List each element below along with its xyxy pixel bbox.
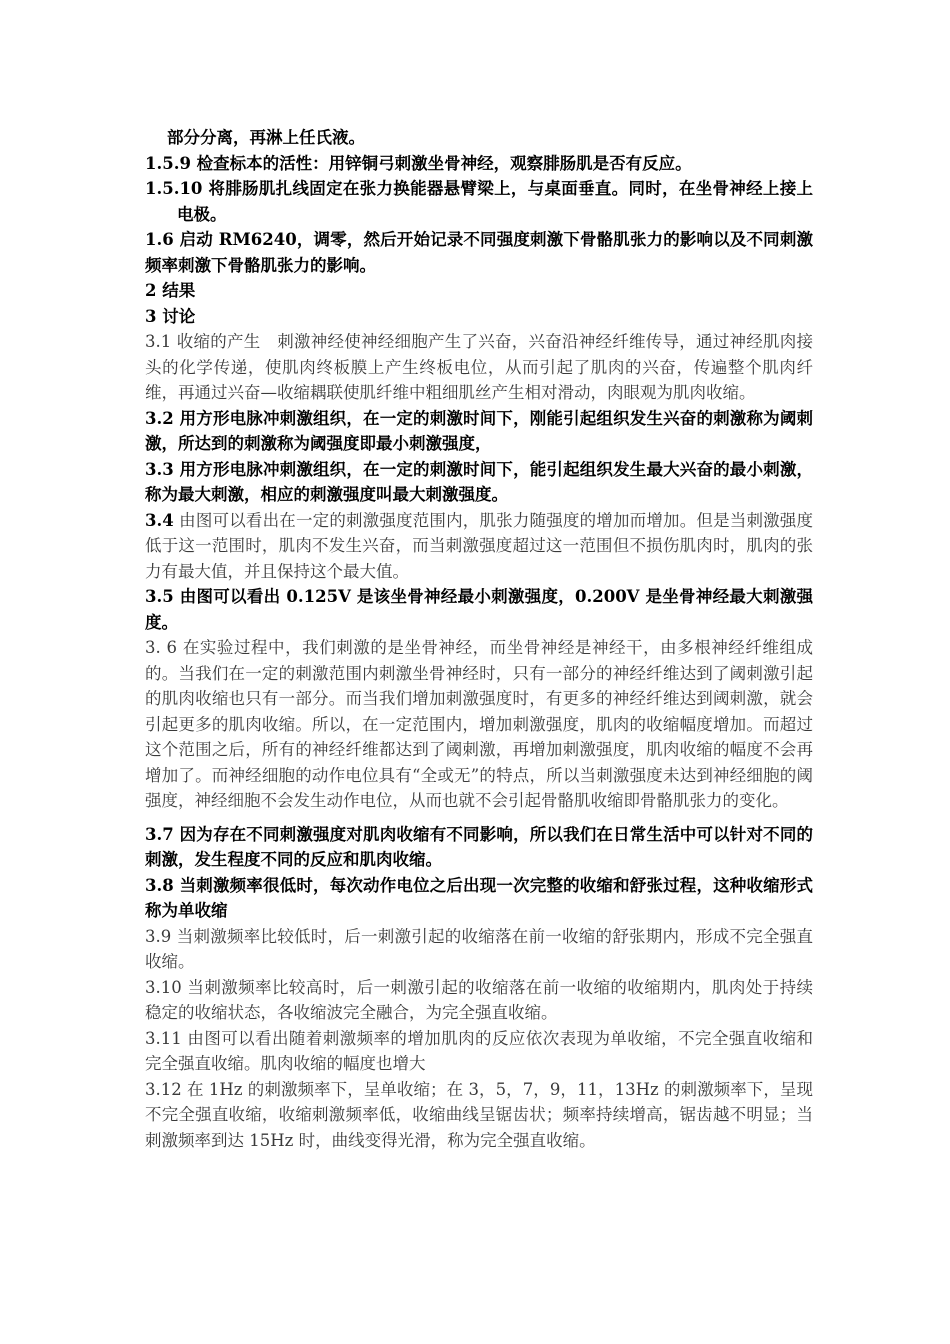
para-3-3: 3.3 用方形电脉冲刺激组织，在一定的刺激时间下，能引起组织发生最大兴奋的最小刺激，称为最大刺激，相应的刺激强度叫最大刺激强度。 — [145, 459, 813, 504]
para-3-2: 3.2 用方形电脉冲刺激组织，在一定的刺激时间下，刚能引起组织发生兴奋的刺激称为阈刺激，所达到的刺激称为阈强度即最小刺激强度， — [145, 408, 813, 453]
para-3-4-number: 3.4 — [145, 510, 174, 530]
para-1-5-8-cont: 部分分离，再淋上任氏液。 — [167, 128, 365, 147]
para-3-4 — [145, 508, 813, 585]
paragraph-gap — [145, 814, 813, 822]
para-3-1: 3.1 收缩的产生 刺激神经使神经细胞产生了兴奋，兴奋沿神经纤维传导，通过神经肌肉接头的化学传递，使肌肉终板膜上产生终板电位，从而引起了肌肉的兴奋，传遍整个肌肉纤维，再通过兴奋—收缩耦联使肌纤维中粗细肌丝产生相对滑动，肉眼观为肌肉收缩。 — [145, 332, 813, 402]
para-3-10: 3.10 当刺激频率比较高时，后一刺激引起的收缩落在前一收缩的收缩期内，肌肉处于持续稳定的收缩状态，各收缩波完全融合，为完全强直收缩。 — [145, 977, 813, 1022]
para-3-5: 3.5 由图可以看出 0.125V 是该坐骨神经最小刺激强度，0.200V 是坐骨神经最大刺激强度。 — [145, 587, 813, 632]
para-3-7: 3.7 因为存在不同刺激强度对肌肉收缩有不同影响，所以我们在日常生活中可以针对不同的刺激，发生程度不同的反应和肌肉收缩。 — [145, 824, 813, 869]
para-3-8: 3.8 当刺激频率很低时，每次动作电位之后出现一次完整的收缩和舒张过程，这种收缩形式称为单收缩 — [145, 875, 813, 920]
para-3-6: 3. 6 在实验过程中，我们刺激的是坐骨神经，而坐骨神经是神经干，由多根神经纤维组成的。当我们在一定的刺激范围内刺激坐骨神经时，只有一部分的神经纤维达到了阈刺激引起的肌肉收缩也只有一部分。而当我们增加刺激强度时，有更多的神经纤维达到阈刺激，就会引起更多的肌肉收缩。所以，在一定范围内，增加刺激强度，肌肉的收缩幅度增加。而超过这个范围之后，所有的神经纤维都达到了阈刺激，再增加刺激强度，肌肉收缩的幅度不会再增加了。而神经细胞的动作电位具有“全或无”的特点，所以当刺激强度未达到神经细胞的阈强度，神经细胞不会发生动作电位，从而也就不会引起骨骼肌收缩即骨骼肌张力的变化。 — [145, 638, 813, 810]
document-body — [145, 125, 813, 1153]
para-3-12: 3.12 在 1Hz 的刺激频率下，呈单收缩；在 3，5，7，9，11，13Hz 的刺激频率下，呈现不完全强直收缩，收缩刺激频率低，收缩曲线呈锯齿状；频率持续增高，锯齿越不明显；当刺激频率到达 15Hz 时，曲线变得光滑，称为完全强直收缩。 — [145, 1079, 813, 1150]
para-1-5-9: 1.5.9 检查标本的活性：用锌铜弓刺激坐骨神经，观察腓肠肌是否有反应。 — [145, 153, 692, 173]
para-3-9: 3.9 当刺激频率比较低时，后一刺激引起的收缩落在前一收缩的舒张期内，形成不完全强直收缩。 — [145, 926, 813, 971]
para-3-11: 3.11 由图可以看出随着刺激频率的增加肌肉的反应依次表现为单收缩，不完全强直收缩和完全强直收缩。肌肉收缩的幅度也增大 — [145, 1028, 813, 1073]
para-1-6: 1.6 启动 RM6240，调零，然后开始记录不同强度刺激下骨骼肌张力的影响以及不同刺激频率刺激下骨骼肌张力的影响。 — [145, 230, 813, 275]
heading-discussion: 3 讨论 — [145, 306, 196, 326]
para-3-4-text: 由图可以看出在一定的刺激强度范围内，肌张力随强度的增加而增加。但是当刺激强度低于这一范围时，肌肉不发生兴奋，而当刺激强度超过这一范围但不损伤肌肉时，肌肉的张力有最大值，并且保持这个最大值。 — [145, 510, 813, 581]
heading-results: 2 结果 — [145, 281, 196, 300]
para-1-5-10: 1.5.10 将腓肠肌扎线固定在张力换能器悬臂梁上，与桌面垂直。同时，在坐骨神经上接上电极。 — [145, 179, 813, 224]
